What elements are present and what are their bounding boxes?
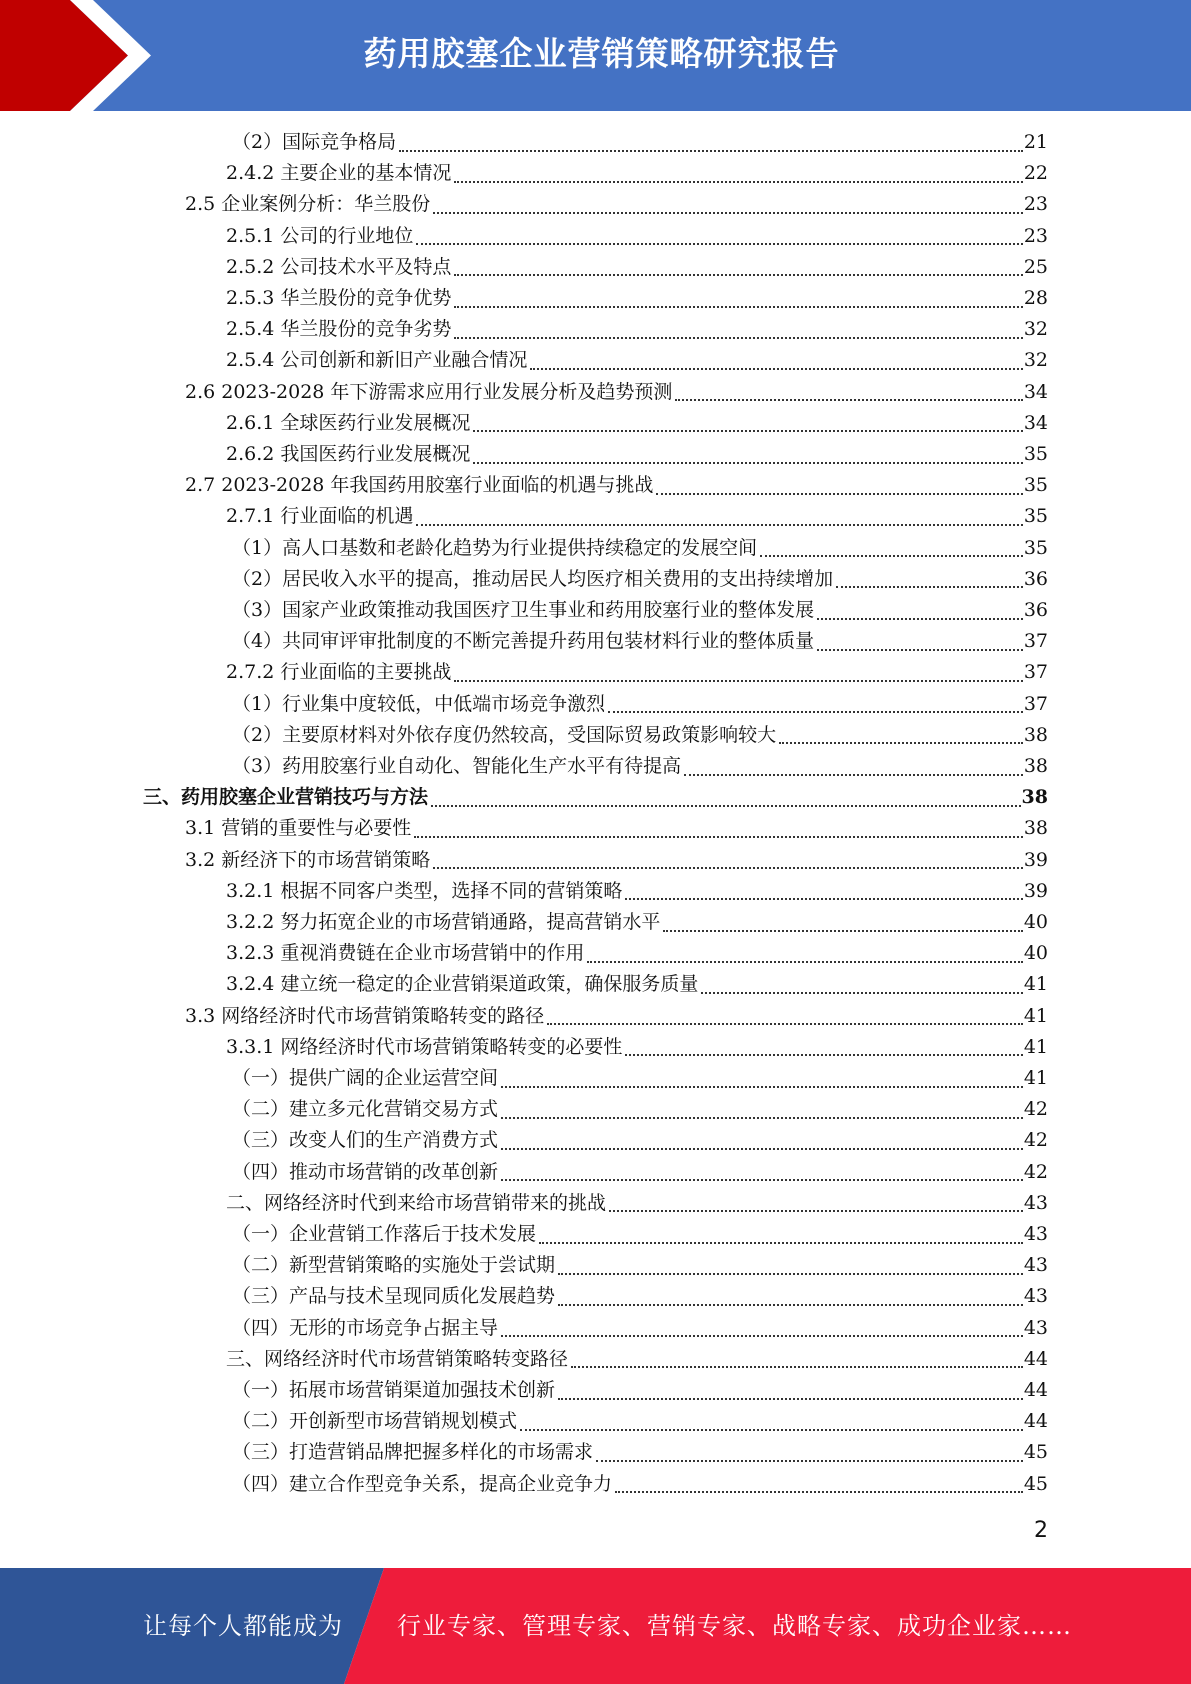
toc-entry-label: （三）打造营销品牌把握多样化的市场需求 xyxy=(232,1441,594,1464)
toc-entry[interactable] xyxy=(232,1063,1048,1094)
toc-entry-page: 21 xyxy=(1023,131,1048,153)
toc-entry-page: 34 xyxy=(1023,380,1048,403)
toc-entry-label: 三、药用胶塞企业营销技巧与方法 xyxy=(143,786,429,809)
toc-entry-page: 44 xyxy=(1023,1379,1048,1401)
document-title: 药用胶塞企业营销策略研究报告 xyxy=(363,34,840,73)
toc-entry-label: （2）居民收入水平的提高，推动居民人均医疗相关费用的支出持续增加 xyxy=(232,567,834,590)
toc-leader-dots xyxy=(454,337,1022,339)
toc-entry-label: （三）改变人们的生产消费方式 xyxy=(232,1129,499,1152)
toc-entry-label: （1）行业集中度较低，中低端市场竞争激烈 xyxy=(232,692,606,715)
toc-entry-page: 32 xyxy=(1023,318,1048,341)
toc-leader-dots xyxy=(608,711,1023,713)
toc-entry-page: 45 xyxy=(1023,1472,1048,1495)
toc-entry-label: （二）建立多元化营销交易方式 xyxy=(232,1098,499,1121)
toc-leader-dots xyxy=(501,1086,1023,1088)
toc-entry[interactable] xyxy=(226,252,1048,283)
toc-entry-label: 2.5.2 公司技术水平及特点 xyxy=(226,255,452,278)
toc-entry[interactable] xyxy=(185,1001,1048,1032)
toc-entry[interactable] xyxy=(232,1375,1048,1406)
toc-entry-page: 25 xyxy=(1023,255,1048,278)
toc-entry[interactable] xyxy=(232,533,1048,564)
toc-entry-label: 2.5.4 华兰股份的竞争劣势 xyxy=(226,318,452,341)
toc-entry-label: 2.6.2 我国医药行业发展概况 xyxy=(226,443,471,465)
toc-entry-page: 41 xyxy=(1023,1067,1048,1089)
toc-entry-label: （2）国际竞争格局 xyxy=(232,131,397,153)
toc-entry[interactable] xyxy=(226,969,1048,1000)
toc-entry[interactable] xyxy=(185,813,1048,844)
toc-leader-dots xyxy=(454,306,1022,308)
toc-entry-label: 2.5.3 华兰股份的竞争优势 xyxy=(226,287,452,309)
toc-entry-label: 3.2 新经济下的市场营销策略 xyxy=(185,848,431,871)
toc-leader-dots xyxy=(520,1429,1023,1431)
toc-entry[interactable] xyxy=(226,938,1048,969)
toc-entry[interactable] xyxy=(226,1032,1048,1063)
toc-entry-page: 43 xyxy=(1023,1223,1048,1245)
toc-leader-dots xyxy=(817,649,1023,651)
toc-entry-label: （三）产品与技术呈现同质化发展趋势 xyxy=(232,1285,556,1308)
toc-entry-page: 40 xyxy=(1023,911,1048,933)
toc-entry-label: （2）主要原材料对外依存度仍然较高，受国际贸易政策影响较大 xyxy=(232,723,777,746)
toc-entry-page: 39 xyxy=(1023,848,1048,871)
toc-leader-dots xyxy=(663,930,1022,932)
toc-entry-label: 二、网络经济时代到来给市场营销带来的挑战 xyxy=(226,1191,607,1214)
toc-entry-label: 2.6 2023-2028 年下游需求应用行业发展分析及趋势预测 xyxy=(185,380,673,403)
toc-entry-page: 35 xyxy=(1023,474,1048,497)
toc-leader-dots xyxy=(675,399,1022,401)
toc-entry-page: 38 xyxy=(1023,755,1048,777)
page-footer xyxy=(0,1568,1191,1684)
toc-entry[interactable] xyxy=(232,720,1048,751)
toc-leader-dots xyxy=(625,1054,1022,1056)
toc-entry-page: 43 xyxy=(1023,1254,1048,1277)
toc-entry[interactable] xyxy=(226,657,1048,688)
toc-entry[interactable] xyxy=(232,1313,1048,1344)
toc-leader-dots xyxy=(473,430,1022,432)
toc-entry-page: 38 xyxy=(1021,786,1048,809)
toc-leader-dots xyxy=(473,462,1022,464)
toc-leader-dots xyxy=(431,805,1021,807)
toc-entry[interactable] xyxy=(226,283,1048,314)
toc-entry[interactable] xyxy=(232,1281,1048,1312)
toc-entry-label: 2.4.2 主要企业的基本情况 xyxy=(226,162,452,185)
toc-entry[interactable] xyxy=(232,626,1048,657)
toc-entry-label: 2.7 2023-2028 年我国药用胶塞行业面临的机遇与挑战 xyxy=(185,474,654,497)
toc-leader-dots xyxy=(760,555,1023,557)
toc-entry[interactable] xyxy=(226,501,1048,532)
toc-entry-page: 35 xyxy=(1023,536,1048,559)
toc-entry-label: 2.7.1 行业面临的机遇 xyxy=(226,505,414,528)
toc-entry-label: （四）建立合作型竞争关系，提高企业竞争力 xyxy=(232,1472,613,1495)
toc-entry-label: （1）高人口基数和老龄化趋势为行业提供持续稳定的发展空间 xyxy=(232,536,758,559)
toc-entry-label: 3.2.4 建立统一稳定的企业营销渠道政策，确保服务质量 xyxy=(226,973,699,996)
toc-leader-dots xyxy=(684,774,1023,776)
toc-entry[interactable] xyxy=(232,1406,1048,1437)
toc-entry-label: （四）无形的市场竞争占据主导 xyxy=(232,1316,499,1339)
toc-entry[interactable] xyxy=(232,127,1048,158)
toc-entry-page: 38 xyxy=(1023,723,1048,746)
toc-entry-page: 44 xyxy=(1023,1410,1048,1433)
toc-entry[interactable] xyxy=(232,1094,1048,1125)
toc-entry-page: 35 xyxy=(1023,505,1048,528)
toc-entry-label: （一）企业营销工作落后于技术发展 xyxy=(232,1223,537,1245)
toc-entry[interactable] xyxy=(232,1125,1048,1156)
toc-entry-page: 37 xyxy=(1023,630,1048,653)
toc-entry-label: 3.2.1 根据不同客户类型，选择不同的营销策略 xyxy=(226,879,623,902)
toc-leader-dots xyxy=(558,1304,1023,1306)
toc-entry-label: （3）药用胶塞行业自动化、智能化生产水平有待提高 xyxy=(232,755,682,777)
toc-entry-page: 41 xyxy=(1023,973,1048,996)
toc-entry[interactable] xyxy=(226,408,1048,439)
toc-entry[interactable] xyxy=(185,377,1048,408)
toc-entry-label: 3.3 网络经济时代市场营销策略转变的路径 xyxy=(185,1004,545,1027)
toc-entry[interactable] xyxy=(226,221,1048,252)
toc-entry-page: 36 xyxy=(1023,567,1048,590)
toc-entry[interactable] xyxy=(232,1219,1048,1250)
toc-leader-dots xyxy=(656,493,1022,495)
toc-leader-dots xyxy=(547,1023,1023,1025)
toc-entry[interactable] xyxy=(226,314,1048,345)
toc-entry-page: 22 xyxy=(1023,162,1048,185)
toc-leader-dots xyxy=(416,243,1022,245)
toc-leader-dots xyxy=(615,1491,1023,1493)
toc-leader-dots xyxy=(501,1335,1023,1337)
toc-entry[interactable] xyxy=(232,564,1048,595)
toc-entry-page: 41 xyxy=(1023,1035,1048,1058)
footer-slogan-right: 行业专家、管理专家、营销专家、战略专家、成功企业家…… xyxy=(397,1612,1072,1640)
footer-slogan-left: 让每个人都能成为 xyxy=(143,1612,343,1640)
toc-entry-label: 2.5.1 公司的行业地位 xyxy=(226,224,414,247)
toc-entry-label: 2.7.2 行业面临的主要挑战 xyxy=(226,661,452,684)
toc-leader-dots xyxy=(416,524,1022,526)
toc-entry[interactable] xyxy=(232,689,1048,720)
toc-leader-dots xyxy=(701,992,1022,994)
toc-entry-page: 39 xyxy=(1023,879,1048,902)
toc-entry-page: 28 xyxy=(1023,287,1048,309)
toc-entry[interactable] xyxy=(226,876,1048,907)
toc-leader-dots xyxy=(539,1242,1023,1244)
toc-leader-dots xyxy=(454,181,1022,183)
toc-entry-label: （一）提供广阔的企业运营空间 xyxy=(232,1067,499,1089)
toc-entry-page: 37 xyxy=(1023,692,1048,715)
toc-leader-dots xyxy=(414,836,1023,838)
toc-entry-page: 35 xyxy=(1023,443,1048,465)
toc-entry-page: 41 xyxy=(1023,1004,1048,1027)
toc-entry-label: （四）推动市场营销的改革创新 xyxy=(232,1160,499,1183)
toc-entry[interactable] xyxy=(232,1250,1048,1281)
toc-entry-label: 3.2.3 重视消费链在企业市场营销中的作用 xyxy=(226,942,585,965)
toc-leader-dots xyxy=(433,212,1023,214)
toc-entry-page: 45 xyxy=(1023,1441,1048,1464)
toc-leader-dots xyxy=(587,961,1022,963)
toc-entry-page: 43 xyxy=(1023,1191,1048,1214)
toc-entry[interactable] xyxy=(226,158,1048,189)
toc-leader-dots xyxy=(625,898,1022,900)
toc-entry-label: 三、网络经济时代市场营销策略转变路径 xyxy=(226,1347,569,1370)
toc-entry[interactable] xyxy=(232,751,1048,782)
toc-entry-page: 44 xyxy=(1023,1347,1048,1370)
toc-entry[interactable] xyxy=(143,782,1048,813)
toc-entry-page: 38 xyxy=(1023,817,1048,840)
toc-entry-page: 36 xyxy=(1023,599,1048,621)
toc-leader-dots xyxy=(779,742,1023,744)
toc-entry-page: 42 xyxy=(1023,1129,1048,1152)
toc-entry-label: （3）国家产业政策推动我国医疗卫生事业和药用胶塞行业的整体发展 xyxy=(232,599,815,621)
toc-entry-page: 32 xyxy=(1023,349,1048,372)
toc-entry[interactable] xyxy=(226,439,1048,470)
toc-leader-dots xyxy=(501,1179,1023,1181)
toc-entry-page: 23 xyxy=(1023,224,1048,247)
toc-entry[interactable] xyxy=(185,470,1048,501)
toc-entry[interactable] xyxy=(232,1437,1048,1468)
toc-entry-page: 40 xyxy=(1023,942,1048,965)
toc-entry-label: 2.6.1 全球医药行业发展概况 xyxy=(226,411,471,434)
toc-entry[interactable] xyxy=(226,345,1048,376)
toc-entry[interactable] xyxy=(185,189,1048,220)
page-header xyxy=(0,0,1191,111)
toc-entry-label: 3.1 营销的重要性与必要性 xyxy=(185,817,412,840)
toc-entry-page: 37 xyxy=(1023,661,1048,684)
toc-leader-dots xyxy=(558,1273,1023,1275)
toc-entry-label: 3.3.1 网络经济时代市场营销策略转变的必要性 xyxy=(226,1035,623,1058)
toc-leader-dots xyxy=(571,1366,1023,1368)
toc-entry[interactable] xyxy=(185,845,1048,876)
toc-entry-page: 23 xyxy=(1023,193,1048,216)
toc-leader-dots xyxy=(530,368,1022,370)
toc-leader-dots xyxy=(399,150,1023,152)
toc-leader-dots xyxy=(433,867,1023,869)
toc-entry-page: 42 xyxy=(1023,1098,1048,1121)
toc-entry-page: 42 xyxy=(1023,1160,1048,1183)
toc-entry[interactable] xyxy=(232,1157,1048,1188)
page-number: 2 xyxy=(1034,1518,1048,1543)
toc-entry-label: 2.5 企业案例分析：华兰股份 xyxy=(185,193,431,216)
toc-leader-dots xyxy=(454,274,1022,276)
toc-leader-dots xyxy=(558,1398,1023,1400)
toc-entry-label: （4）共同审评审批制度的不断完善提升药用包装材料行业的整体质量 xyxy=(232,630,815,653)
toc-entry[interactable] xyxy=(226,1344,1048,1375)
toc-leader-dots xyxy=(609,1210,1023,1212)
toc-entry-label: 3.2.2 努力拓宽企业的市场营销通路，提高营销水平 xyxy=(226,911,661,933)
toc-leader-dots xyxy=(836,586,1023,588)
toc-entry-label: 2.5.4 公司创新和新旧产业融合情况 xyxy=(226,349,528,372)
toc-leader-dots xyxy=(501,1148,1023,1150)
toc-leader-dots xyxy=(501,1117,1023,1119)
toc-entry-label: （二）新型营销策略的实施处于尝试期 xyxy=(232,1254,556,1277)
toc-entry-page: 43 xyxy=(1023,1316,1048,1339)
toc-leader-dots xyxy=(454,680,1022,682)
toc-entry-label: （一）拓展市场营销渠道加强技术创新 xyxy=(232,1379,556,1401)
toc-leader-dots xyxy=(817,618,1023,620)
toc-entry[interactable] xyxy=(226,907,1048,938)
toc-entry-page: 43 xyxy=(1023,1285,1048,1308)
toc-entry-label: （二）开创新型市场营销规划模式 xyxy=(232,1410,518,1433)
toc-leader-dots xyxy=(596,1460,1023,1462)
toc-entry[interactable] xyxy=(232,1469,1048,1500)
toc-entry-page: 34 xyxy=(1023,411,1048,434)
toc-entry[interactable] xyxy=(232,595,1048,626)
toc-entry[interactable] xyxy=(226,1188,1048,1219)
